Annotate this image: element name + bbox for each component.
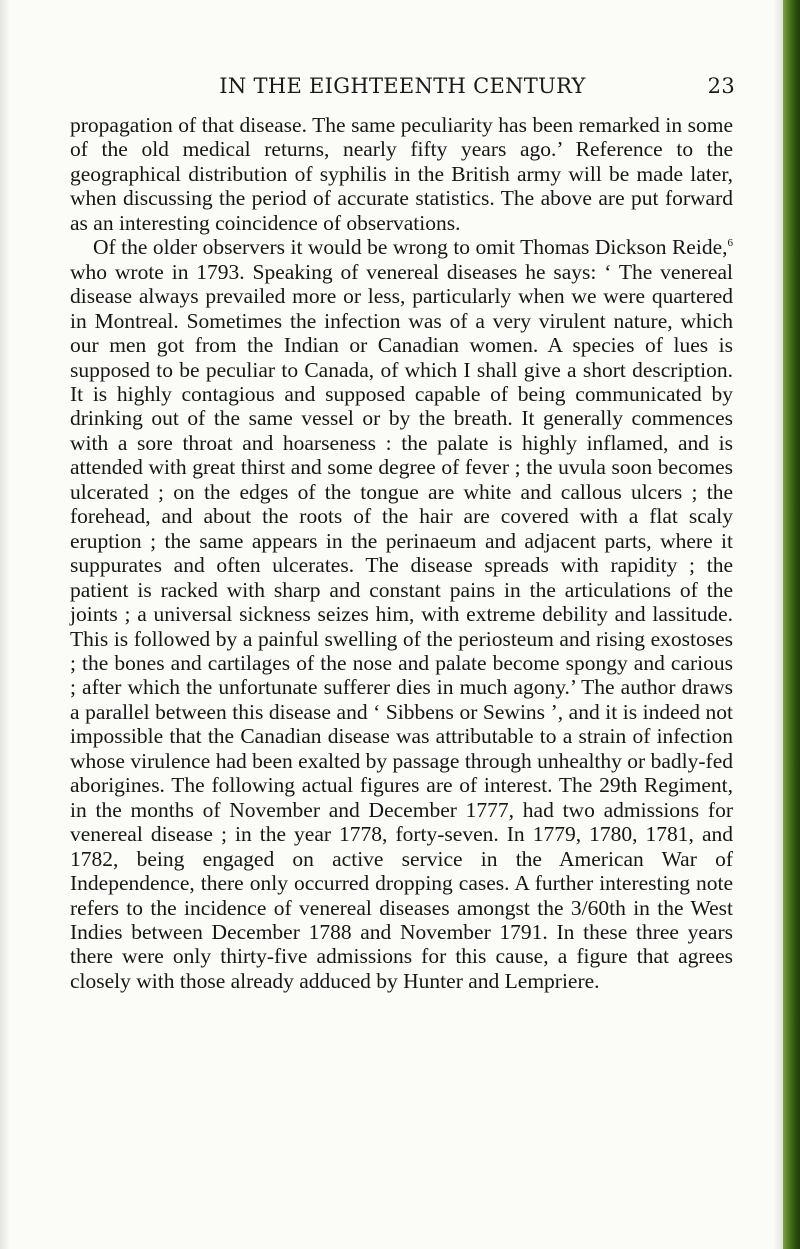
running-head [70, 74, 735, 104]
binding-shadow [773, 0, 783, 1249]
paragraph-text: propagation of that disease. The same peculiarity has been remarked in some of the old medical returns, nearly fifty years ago.’ Reference to the geographical distribution of syphilis in the British army will be made later, when discussing the period of accurate statistics. The above are put forward as an interesting coincidence of observations. [70, 113, 733, 235]
page-gutter-shadow [0, 0, 10, 1249]
paragraph-text: who wrote in 1793. Speaking of venereal diseases he says: ‘ The venereal disease always prevailed more or less, particularly when we were quartered in Montreal. Sometimes the infection was of a very virulent nature, which our men got from the Indian or Canadian women. A species of lues is supposed to be peculiar to Canada, of which I shall give a short description. It is highly contagious and supposed capable of being communicated by drinking out of the same vessel or by the breath. It generally commences with a sore throat and hoarseness : the palate is highly inflamed, and is attended with great thirst and some degree of fever ; the uvula soon becomes ulcerated ; on the edges of the tongue are white and callous ulcers ; the forehead, and about the roots of the hair are covered with a flat scaly eruption ; the same appears in the perinaeum and adjacent parts, where it suppurates and often ulcerates. The disease spreads with rapidity ; the patient is racked with sharp and constant pains in the articulations of the joints ; a universal sickness seizes him, with extreme debility and lassitude. This is followed by a painful swelling of the periosteum and rising exostoses ; the bones and cartilages of the nose and palate become spongy and carious ; after which the unfortunate sufferer dies in much agony.’ The author draws a parallel between this disease and ‘ Sibbens or Sewins ’, and it is indeed not impossible that the Canadian disease was attributable to a strain of infection whose virulence had been exalted by passage through unhealthy or badly-fed aborigines. The following actual figures are of interest. The 29th Regiment, in the months of November and December 1777, had two admissions for venereal disease ; in the year 1778, forty-seven. In 1779, 1780, 1781, and 1782, being engaged on active service in the American War of Independence, there only occurred dropping cases. A further interesting note refers to the incidence of venereal diseases amongst the 3/60th in the West Indies between December 1788 and November 1791. In these three years there were only thirty-five admissions for this cause, a figure that agrees closely with those already adduced by Hunter and Lempriere. [70, 259, 733, 993]
book-binding-edge [783, 0, 800, 1249]
footnote-reference: 6 [727, 237, 733, 250]
paragraph-text: Of the older observers it would be wrong to omit Thomas Dickson Reide, [93, 235, 728, 260]
body-text [70, 113, 733, 993]
running-head-title: IN THE EIGHTEENTH CENTURY [219, 74, 586, 98]
page-number: 23 [707, 74, 735, 98]
paragraph [70, 235, 733, 993]
paragraph [70, 113, 733, 235]
